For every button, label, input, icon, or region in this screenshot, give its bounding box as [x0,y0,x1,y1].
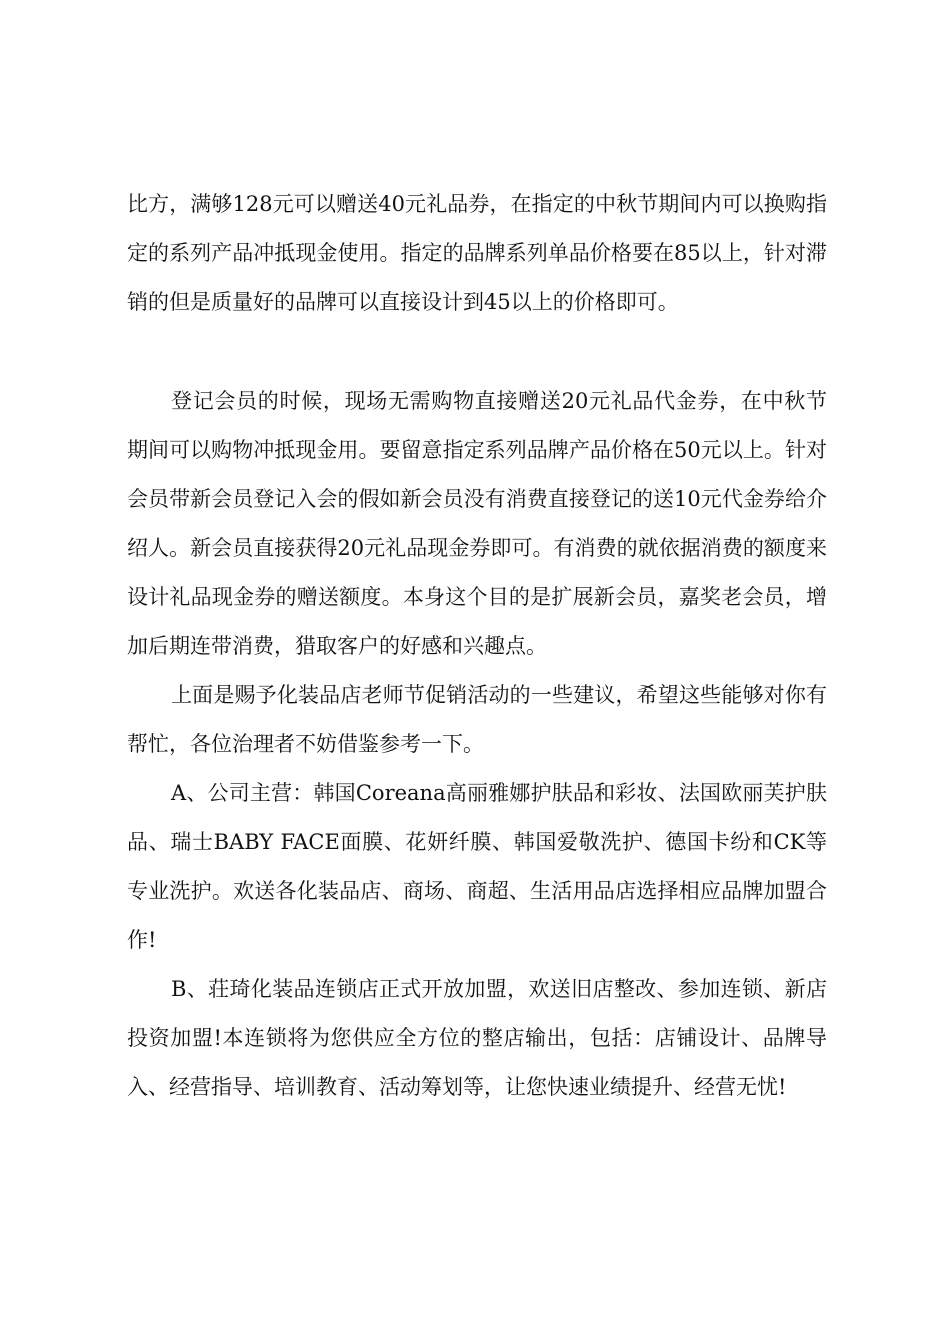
paragraph-company-business: A、公司主营：韩国Coreana高丽雅娜护肤品和彩妆、法国欧丽芙护肤品、瑞士BABY FACE面膜、花妍纤膜、韩国爱敬洗护、德国卡纷和CK等专业洗护。欢送各化装品店、商场、商超、生活用品店选择相应品牌加盟合作! [127,781,827,952]
paragraph-franchise-offer: B、荘琦化装品连锁店正式开放加盟，欢送旧店整改、参加连锁、新店投资加盟!本连锁将为您供应全方位的整店输出，包括：店铺设计、品牌导入、经营指导、培训教育、活动筹划等，让您快速业绩提升、经营无忧! [127,977,827,1099]
paragraph-member-registration: 登记会员的时候，现场无需购物直接赠送20元礼品代金券，在中秋节期间可以购物冲抵现金用。要留意指定系列品牌产品价格在50元以上。针对会员带新会员登记入会的假如新会员没有消费直接登记的送10元代金券给介绍人。新会员直接获得20元礼品现金券即可。有消费的就依据消费的额度来设计礼品现金券的赠送额度。本身这个目的是扩展新会员，嘉奖老会员，增加后期连带消费，猎取客户的好感和兴趣点。 [127,389,827,658]
paragraph-promo-voucher: 比方，满够128元可以赠送40元礼品券，在指定的中秋节期间内可以换购指定的系列产品冲抵现金使用。指定的品牌系列单品价格要在85以上，针对滞销的但是质量好的品牌可以直接设计到45以上的价格即可。 [127,192,827,314]
paragraph-suggestion-summary: 上面是赐予化装品店老师节促销活动的一些建议，希望这些能够对你有帮忙，各位治理者不妨借鉴参考一下。 [127,683,827,756]
document-body [127,180,827,1112]
